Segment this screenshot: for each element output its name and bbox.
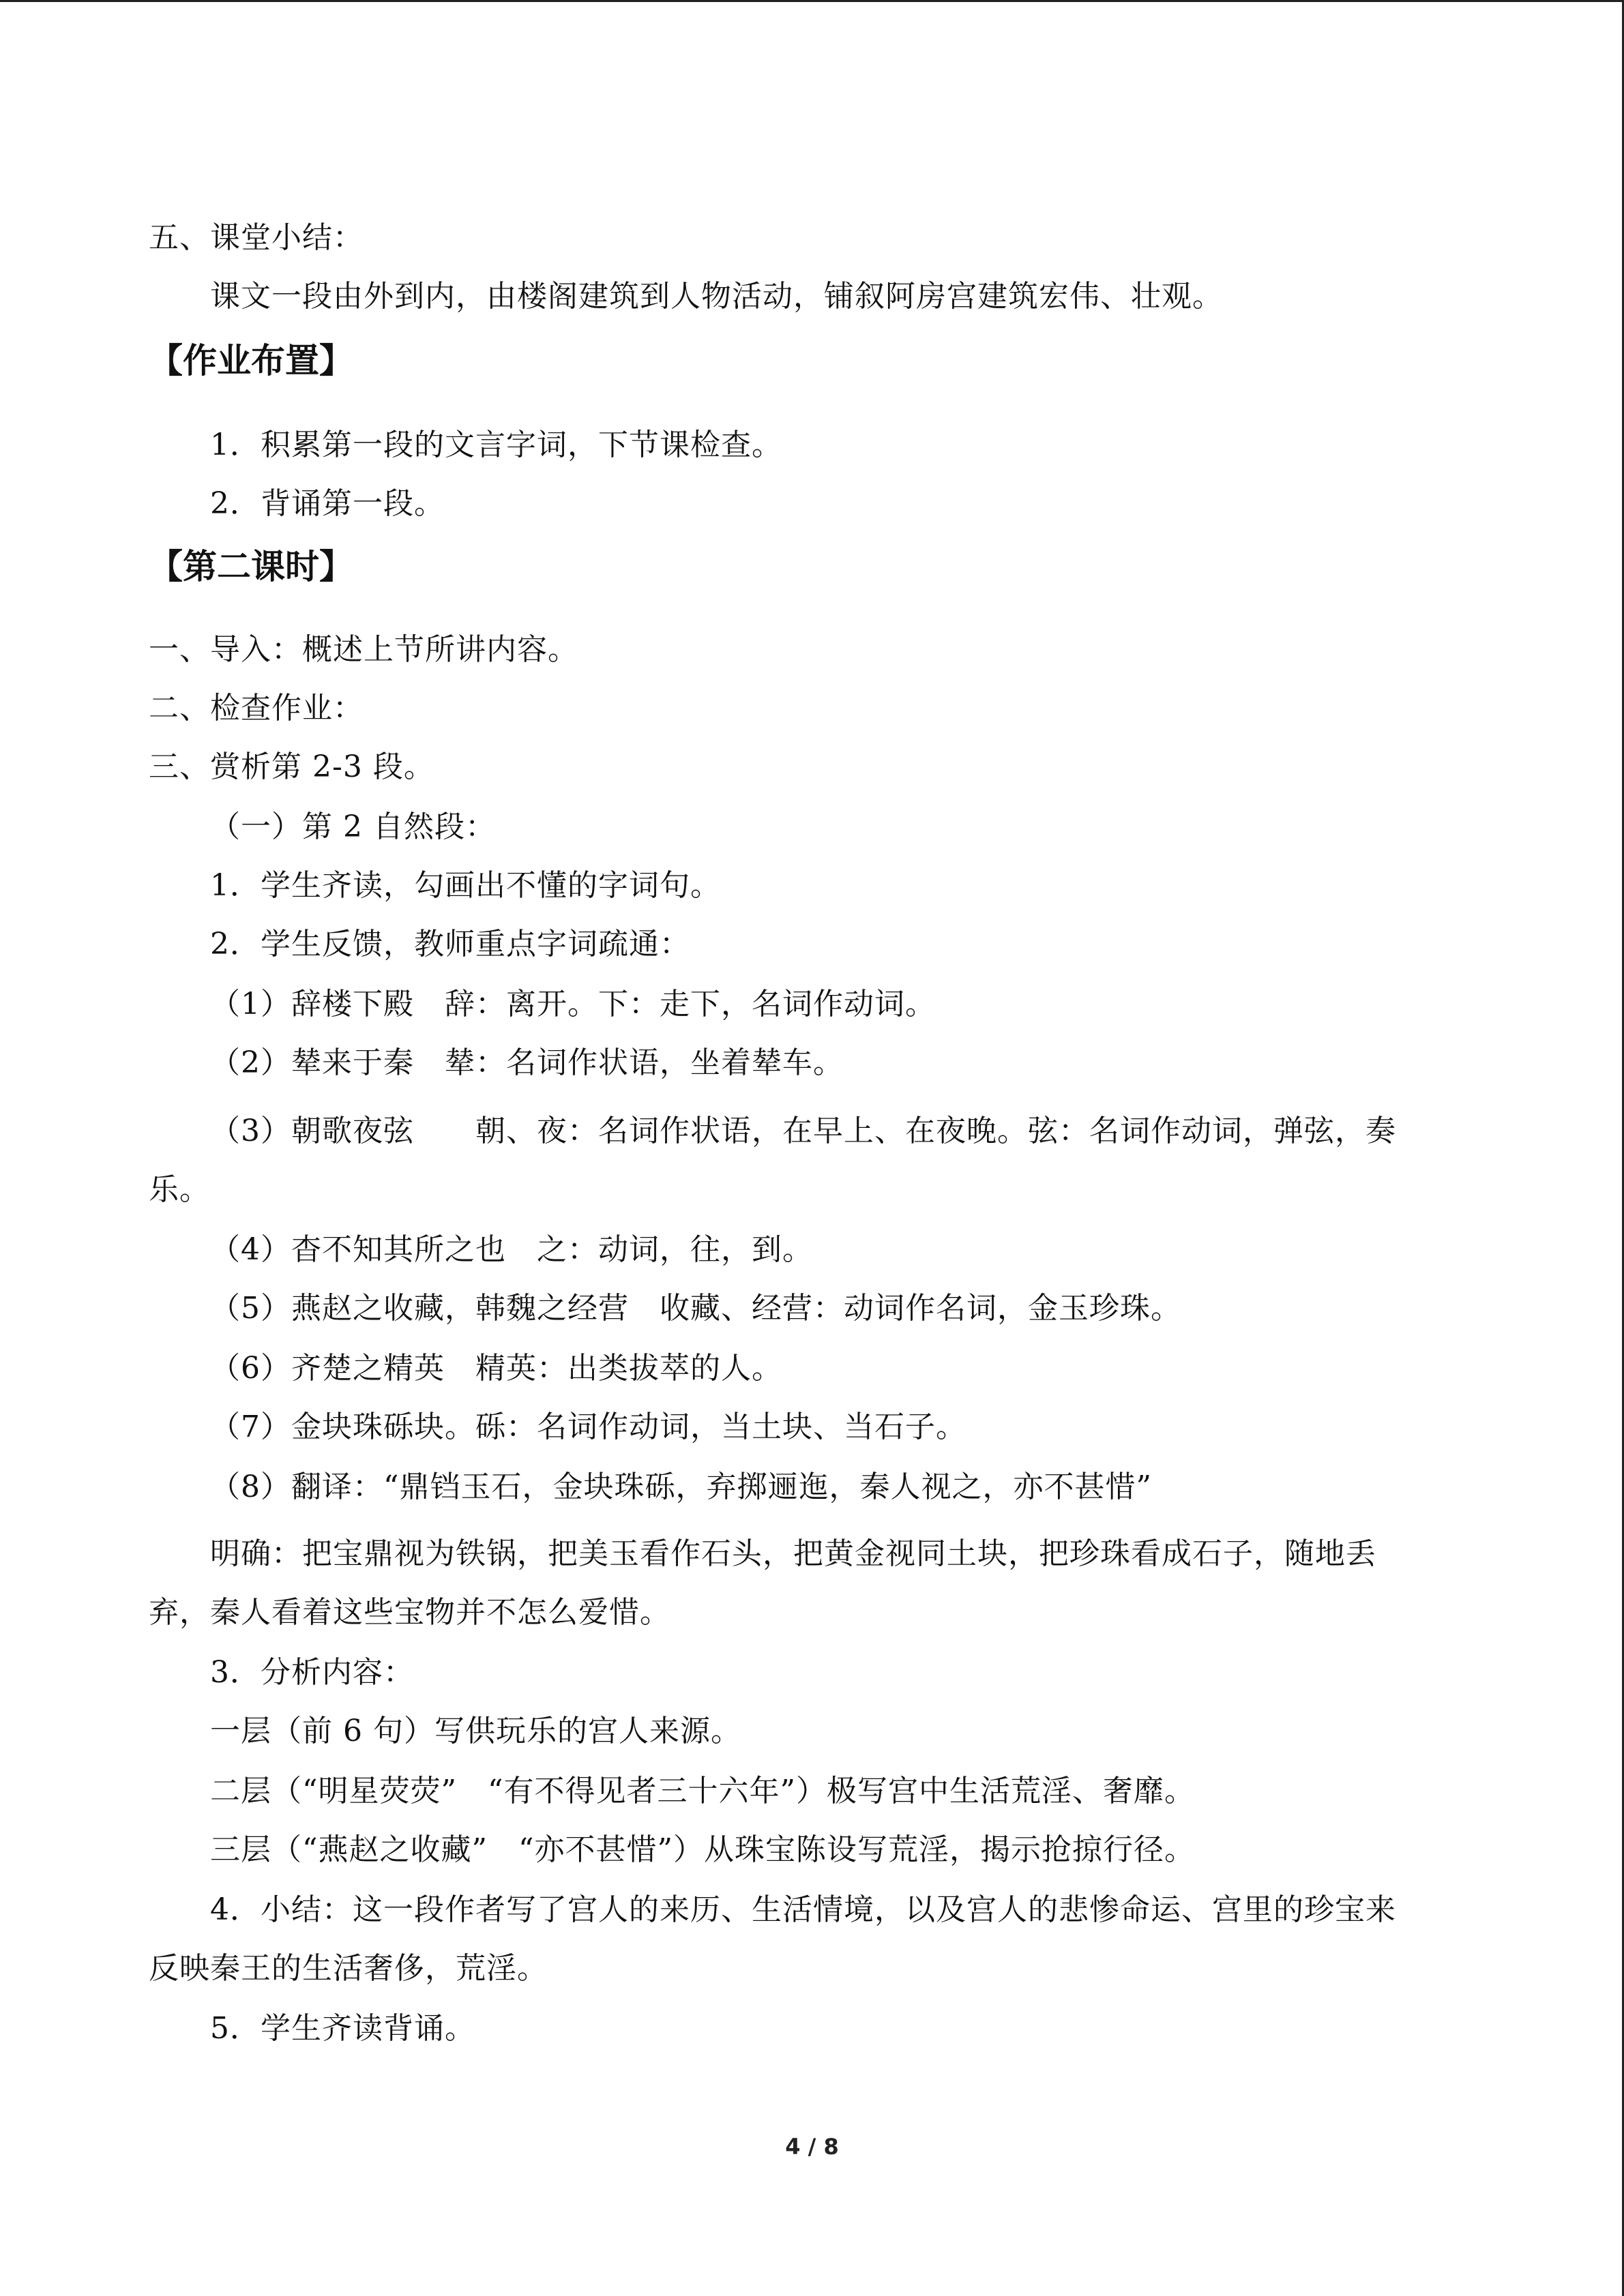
list-item: 3．分析内容： xyxy=(210,1655,414,1690)
homework-item-1: 1．积累第一段的文言字词，下节课检查。 xyxy=(210,428,782,462)
vocab-item: （4）杳不知其所之也 之：动词，往，到。 xyxy=(210,1232,813,1267)
page-number: 4 / 8 xyxy=(785,2134,839,2160)
step-intro: 一、导入：概述上节所讲内容。 xyxy=(149,632,578,667)
subsection-paragraph-2: （一）第 2 自然段： xyxy=(210,809,496,844)
summary-text: 课文一段由外到内，由楼阁建筑到人物活动，铺叙阿房宫建筑宏伟、壮观。 xyxy=(210,279,1223,314)
step-appreciate: 三、赏析第 2-3 段。 xyxy=(149,749,434,784)
list-item-continued: 反映秦王的生活奢侈，荒淫。 xyxy=(149,1951,548,1986)
list-item: 1．学生齐读，勾画出不懂的字词句。 xyxy=(210,868,721,903)
answer-text: 明确：把宝鼎视为铁锅，把美玉看作石头，把黄金视同土块，把珍珠看成石子，随地丢 xyxy=(210,1536,1376,1571)
heading-homework: 【作业布置】 xyxy=(149,341,353,381)
vocab-item: （6）齐楚之精英 精英：出类拔萃的人。 xyxy=(210,1351,782,1386)
vocab-item-continued: 乐。 xyxy=(149,1172,210,1207)
vocab-item: （2）辇来于秦 辇：名词作状语，坐着辇车。 xyxy=(210,1045,844,1080)
section-heading-summary: 五、课堂小结： xyxy=(149,220,364,255)
step-check-homework: 二、检查作业： xyxy=(149,691,364,726)
vocab-item: （1）辞楼下殿 辞：离开。下：走下，名词作动词。 xyxy=(210,987,936,1022)
list-item: 4．小结：这一段作者写了宫人的来历、生活情境，以及宫人的悲惨命运、宫里的珍宝来 xyxy=(210,1892,1396,1927)
vocab-item: （5）燕赵之收藏，韩魏之经营 收藏、经营：动词作名词，金玉珍珠。 xyxy=(210,1291,1181,1326)
list-item: 5．学生齐读背诵。 xyxy=(210,2011,475,2046)
analysis-layer-2: 二层（“明星荧荧” “有不得见者三十六年”）极写宫中生活荒淫、奢靡。 xyxy=(210,1774,1195,1808)
homework-item-2: 2．背诵第一段。 xyxy=(210,486,445,521)
vocab-item: （8）翻译：“鼎铛玉石，金块珠砾，弃掷逦迤，秦人视之，亦不甚惜” xyxy=(210,1470,1152,1504)
vocab-item: （3）朝歌夜弦 朝、夜：名词作状语，在早上、在夜晚。弦：名词作动词，弹弦，奏 xyxy=(210,1114,1396,1148)
heading-second-lesson: 【第二课时】 xyxy=(149,547,353,586)
analysis-layer-1: 一层（前 6 句）写供玩乐的宫人来源。 xyxy=(210,1714,741,1748)
vocab-item: （7）金块珠砾块。砾：名词作动词，当土块、当石子。 xyxy=(210,1410,966,1444)
analysis-layer-3: 三层（“燕赵之收藏” “亦不甚惜”）从珠宝陈设写荒淫，揭示抢掠行径。 xyxy=(210,1832,1195,1867)
list-item: 2．学生反馈，教师重点字词疏通： xyxy=(210,927,690,961)
answer-text-continued: 弃，秦人看着这些宝物并不怎么爱惜。 xyxy=(149,1595,670,1630)
